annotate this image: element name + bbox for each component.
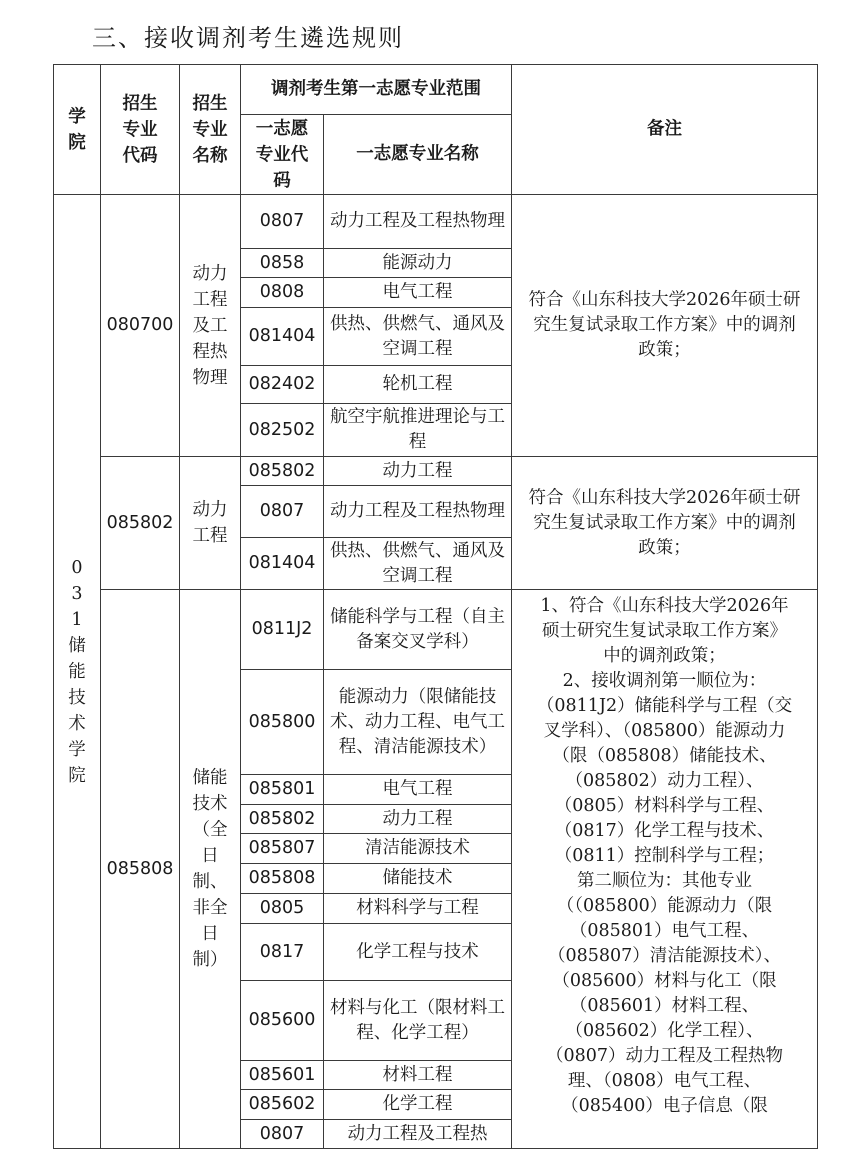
first-choice-code: 085601 (241, 1061, 324, 1090)
note-line: 理、（0808）电气工程、 (567, 1071, 762, 1091)
first-choice-code: 081404 (241, 308, 324, 366)
header-scope: 调剂考生第一志愿专业范围 (241, 65, 512, 115)
first-choice-name: 供热、供燃气、通风及空调工程 (324, 308, 512, 366)
first-choice-code: 085802 (241, 805, 324, 834)
note-line: （0807）动力工程及工程热物 (545, 1046, 784, 1066)
first-choice-name: 能源动力 (324, 249, 512, 278)
note-line: （限（085808）储能技术、 (552, 746, 777, 766)
header-first-code: 一志愿专业代码 (241, 115, 324, 195)
major-name: 动力工程及工程热物理 (180, 195, 241, 457)
section-heading: 三、接收调剂考生遴选规则 (92, 24, 404, 52)
first-choice-name: 动力工程及工程热物理 (324, 195, 512, 249)
first-choice-code: 0807 (241, 195, 324, 249)
header-first-name: 一志愿专业名称 (324, 115, 512, 195)
major-name: 动力工程 (180, 457, 241, 590)
note-line: （085600）材料与化工（限 (552, 971, 777, 991)
note-line: （085602）化学工程）、 (565, 1021, 764, 1041)
first-choice-name: 供热、供燃气、通风及空调工程 (324, 538, 512, 590)
admission-rules-table (53, 64, 818, 1149)
first-choice-code: 0805 (241, 894, 324, 924)
first-choice-name: 化学工程 (324, 1090, 512, 1120)
note-line: （085802）动力工程）、 (565, 771, 764, 791)
first-choice-name: 材料与化工（限材料工程、化学工程） (324, 981, 512, 1061)
note-line: 1、符合《山东科技大学2026年 (540, 596, 789, 616)
first-choice-name: 材料工程 (324, 1061, 512, 1090)
major-name: 储能技术（全日制、非全日制） (180, 590, 241, 1149)
note-line: 2、接收调剂第一顺位为： (562, 671, 767, 691)
college-cell: 031储能技术学院 (54, 195, 101, 1149)
remark-note: 符合《山东科技大学2026年硕士研究生复试录取工作方案》中的调剂政策； (512, 457, 818, 590)
first-choice-code: 081404 (241, 538, 324, 590)
note-line: （0817）化学工程与技术、 (554, 821, 775, 841)
first-choice-name: 电气工程 (324, 278, 512, 308)
header-major-name: 招生专业名称 (180, 65, 241, 195)
first-choice-code: 085801 (241, 775, 324, 805)
note-line: 中的调剂政策； (603, 646, 726, 666)
first-choice-name: 能源动力（限储能技术、动力工程、电气工程、清洁能源技术） (324, 670, 512, 775)
first-choice-code: 0817 (241, 924, 324, 981)
first-choice-code: 085800 (241, 670, 324, 775)
first-choice-code: 0807 (241, 486, 324, 538)
first-choice-name: 动力工程及工程热 (324, 1120, 512, 1149)
first-choice-name: 清洁能源技术 (324, 834, 512, 864)
first-choice-code: 0858 (241, 249, 324, 278)
note-line: （085807）清洁能源技术）、 (547, 946, 782, 966)
first-choice-name: 储能科学与工程（自主备案交叉学科） (324, 590, 512, 670)
first-choice-name: 化学工程与技术 (324, 924, 512, 981)
note-line: 第二顺位为：其他专业 (577, 871, 752, 891)
first-choice-code: 0808 (241, 278, 324, 308)
header-remarks: 备注 (512, 65, 818, 195)
first-choice-name: 储能技术 (324, 864, 512, 894)
first-choice-name: 动力工程 (324, 457, 512, 486)
first-choice-name: 材料科学与工程 (324, 894, 512, 924)
remark-note: 符合《山东科技大学2026年硕士研究生复试录取工作方案》中的调剂政策； (512, 195, 818, 457)
major-code: 085802 (101, 457, 180, 590)
first-choice-code: 085802 (241, 457, 324, 486)
remark-note (512, 590, 818, 1149)
header-college: 学院 (54, 65, 101, 195)
note-line: （0811J2）储能科学与工程（交 (536, 696, 793, 716)
first-choice-name: 电气工程 (324, 775, 512, 805)
note-line: （0811）控制科学与工程； (554, 846, 775, 866)
major-code: 080700 (101, 195, 180, 457)
note-line: 叉学科）、（085800）能源动力 (543, 721, 786, 741)
first-choice-name: 动力工程 (324, 805, 512, 834)
first-choice-code: 082402 (241, 366, 324, 404)
first-choice-name: 动力工程及工程热物理 (324, 486, 512, 538)
first-choice-code: 0807 (241, 1120, 324, 1149)
first-choice-name: 航空宇航推进理论与工程 (324, 404, 512, 457)
first-choice-code: 082502 (241, 404, 324, 457)
first-choice-name: 轮机工程 (324, 366, 512, 404)
note-line: （085400）电子信息（限 (561, 1096, 768, 1116)
header-major-code: 招生专业代码 (101, 65, 180, 195)
first-choice-code: 085602 (241, 1090, 324, 1120)
note-line: （0805）材料科学与工程、 (554, 796, 775, 816)
note-line: （（085800）能源动力（限 (556, 896, 773, 916)
first-choice-code: 085807 (241, 834, 324, 864)
major-code: 085808 (101, 590, 180, 1149)
note-line: （085601）材料工程、 (569, 996, 760, 1016)
note-line: 硕士研究生复试录取工作方案》 (542, 621, 787, 641)
first-choice-code: 0811J2 (241, 590, 324, 670)
first-choice-code: 085808 (241, 864, 324, 894)
first-choice-code: 085600 (241, 981, 324, 1061)
note-line: （085801）电气工程、 (569, 921, 760, 941)
